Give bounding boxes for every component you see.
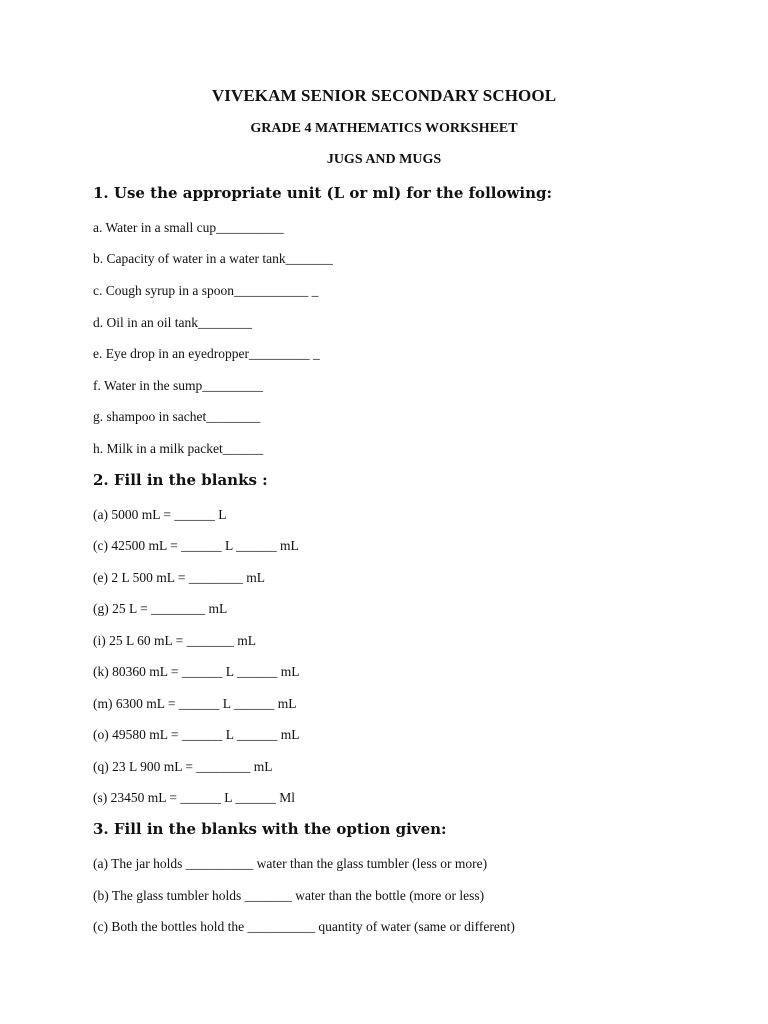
section-3-item-a: (a) The jar holds __________ water than the glass tumbler (less or more): [93, 856, 488, 871]
section-2-title: 2. Fill in the blanks :: [93, 471, 268, 489]
section-1-item-a: a. Water in a small cup__________: [93, 220, 284, 235]
section-1-item-d: d. Oil in an oil tank________: [93, 315, 252, 330]
section-2-item-g: (g) 25 L = ________ mL: [93, 601, 228, 616]
section-2-item-o: (o) 49580 mL = ______ L ______ mL: [93, 727, 300, 742]
section-2-item-q: (q) 23 L 900 mL = ________ mL: [93, 759, 273, 774]
section-1-item-h: h. Milk in a milk packet______: [93, 441, 264, 456]
section-1-item-b: b. Capacity of water in a water tank_______: [93, 251, 333, 266]
section-1-item-g: g. shampoo in sachet________: [93, 409, 261, 424]
section-3-item-b: (b) The glass tumbler holds _______ water than the bottle (more or less): [93, 888, 485, 903]
section-2-item-s: (s) 23450 mL = ______ L ______ Ml: [93, 790, 295, 805]
section-2-item-k: (k) 80360 mL = ______ L ______ mL: [93, 664, 300, 679]
section-2-item-a: (a) 5000 mL = ______ L: [93, 507, 227, 522]
section-3-item-c: (c) Both the bottles hold the __________ quantity of water (same or different): [93, 919, 515, 934]
section-2-item-m: (m) 6300 mL = ______ L ______ mL: [93, 696, 297, 711]
section-2-item-e: (e) 2 L 500 mL = ________ mL: [93, 570, 265, 585]
section-1-title: 1. Use the appropriate unit (L or ml) for the following:: [93, 184, 553, 202]
section-3-title: 3. Fill in the blanks with the option given:: [93, 820, 447, 838]
worksheet-grade: GRADE 4 MATHEMATICS WORKSHEET: [250, 121, 518, 136]
worksheet-topic: JUGS AND MUGS: [326, 152, 442, 167]
section-1-item-e: e. Eye drop in an eyedropper_________ _: [93, 346, 320, 361]
section-1-item-f: f. Water in the sump_________: [93, 378, 264, 393]
section-2-item-i: (i) 25 L 60 mL = _______ mL: [93, 633, 256, 648]
section-2-item-c: (c) 42500 mL = ______ L ______ mL: [93, 538, 299, 553]
section-1-item-c: c. Cough syrup in a spoon___________ _: [93, 283, 319, 298]
school-name: VIVEKAM SENIOR SECONDARY SCHOOL: [211, 86, 557, 105]
